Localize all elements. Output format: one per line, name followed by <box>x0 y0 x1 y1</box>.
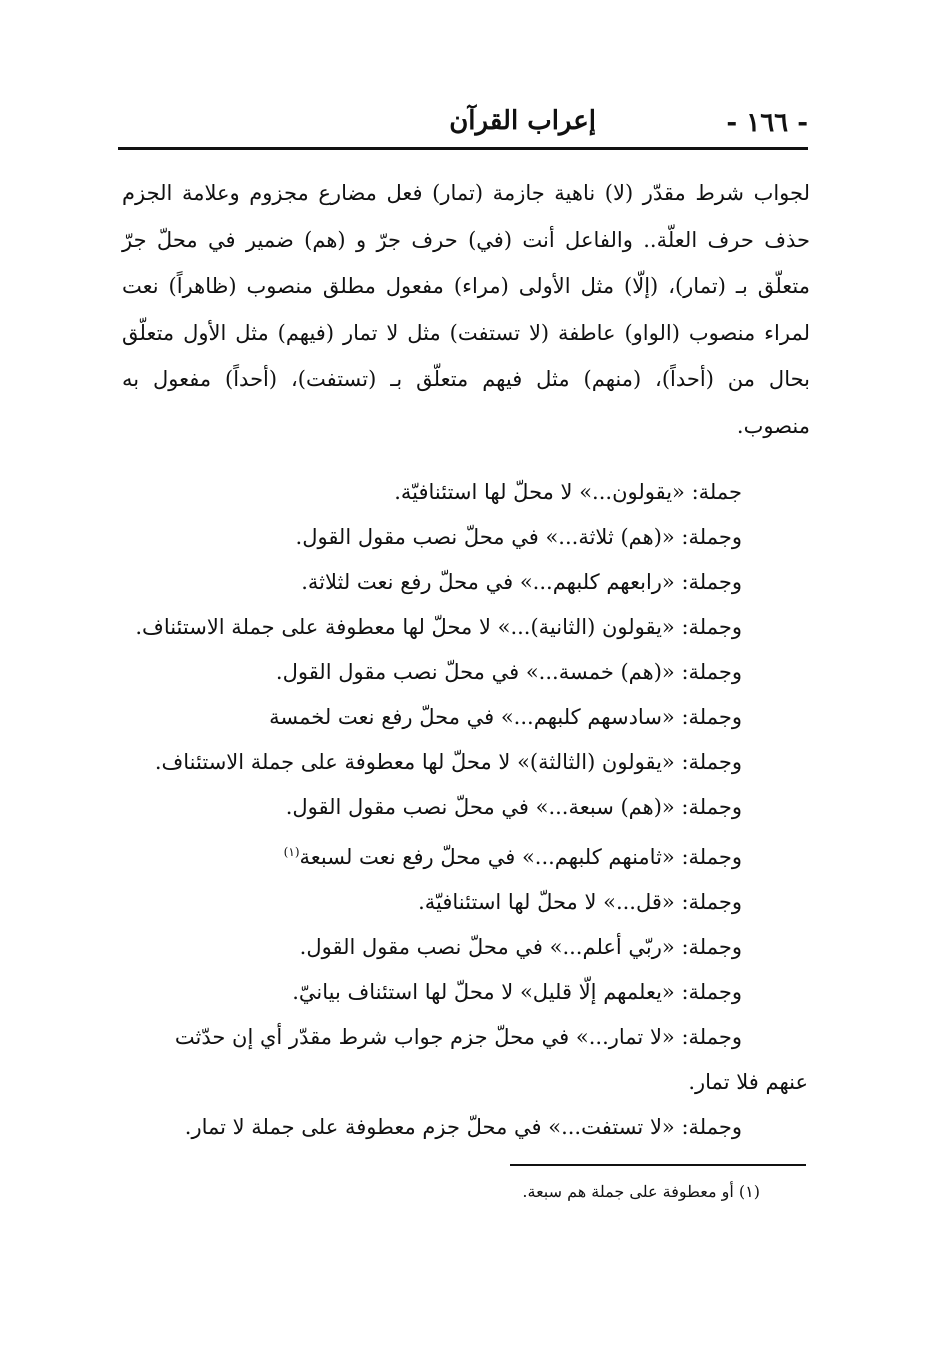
footnote-marker: (١) <box>283 845 300 859</box>
list-item-text: وجملة: «ثامنهم كلبهم...» في محلّ رفع نعت لسبعة <box>299 845 742 869</box>
list-item: وجملة: «سادسهم كلبهم...» في محلّ رفع نعت لخمسة <box>269 705 742 729</box>
list-item: وجملة: «رابعهم كلبهم...» في محلّ رفع نعت لثلاثة. <box>301 570 742 594</box>
page-number: - ١٦٦ - <box>726 108 808 138</box>
list-item: وجملة: «يعلمهم إلّا قليل» لا محلّ لها استئناف بيانيّ. <box>292 980 742 1004</box>
running-title: إعراب القرآن <box>449 106 596 136</box>
list-item: وجملة: «(هم) سبعة...» في محلّ نصب مقول القول. <box>285 795 742 819</box>
footnote: (١) أو معطوفة على جملة هم سبعة. <box>522 1182 760 1201</box>
list-item-with-footnote <box>110 830 808 880</box>
list-item: جملة: «يقولون...» لا محلّ لها استئنافيّة. <box>394 480 742 504</box>
list-item: وجملة: «ربّي أعلم...» في محلّ نصب مقول القول. <box>299 935 742 959</box>
page-header <box>118 100 808 150</box>
body-paragraph: لجواب شرط مقدّر (لا) ناهية جازمة (تمار) فعل مضارع مجزوم وعلامة الجزم حذف حرف العلّة.. والفاعل أنت (في) حرف جرّ و (هم) ضمير في محلّ جرّ متعلّق بـ (تمار)، (إلّا) مثل الأولى (مراء) مفعول مطلق منصوب (ظاهراً) نعت لمراء منصوب (الواو) عاطفة (لا تستفت) مثل لا تمار (فيهم) مثل الأول متعلّق بحال من (أحداً)، (منهم) مثل فيهم متعلّق بـ (تستفت)، (أحداً) مفعول به منصوب. <box>122 181 810 438</box>
header-rule <box>118 147 808 150</box>
list-item-line: وجملة: «لا تمار...» في محلّ جزم جواب شرط مقدّر أي إن حدّثت <box>174 1025 742 1049</box>
list-item: وجملة: «قل...» لا محلّ لها استئنافيّة. <box>418 890 742 914</box>
footnote-rule <box>510 1164 806 1166</box>
list-item: وجملة: «لا تستفت...» في محلّ جزم معطوفة على جملة لا تمار. <box>184 1115 742 1139</box>
list-item-continuation: عنهم فلا تمار. <box>688 1070 808 1094</box>
list-item: وجملة: «يقولون (الثانية)...» لا محلّ لها معطوفة على جملة الاستئناف. <box>135 615 742 639</box>
sentence-analysis-list <box>110 470 808 1150</box>
list-item: وجملة: «يقولون (الثالثة)» لا محلّ لها معطوفة على جملة الاستئناف. <box>154 750 742 774</box>
list-item-wrapped <box>110 1015 808 1105</box>
list-item: وجملة: «(هم) ثلاثة...» في محلّ نصب مقول القول. <box>295 525 742 549</box>
list-item: وجملة: «(هم) خمسة...» في محلّ نصب مقول القول. <box>275 660 742 684</box>
